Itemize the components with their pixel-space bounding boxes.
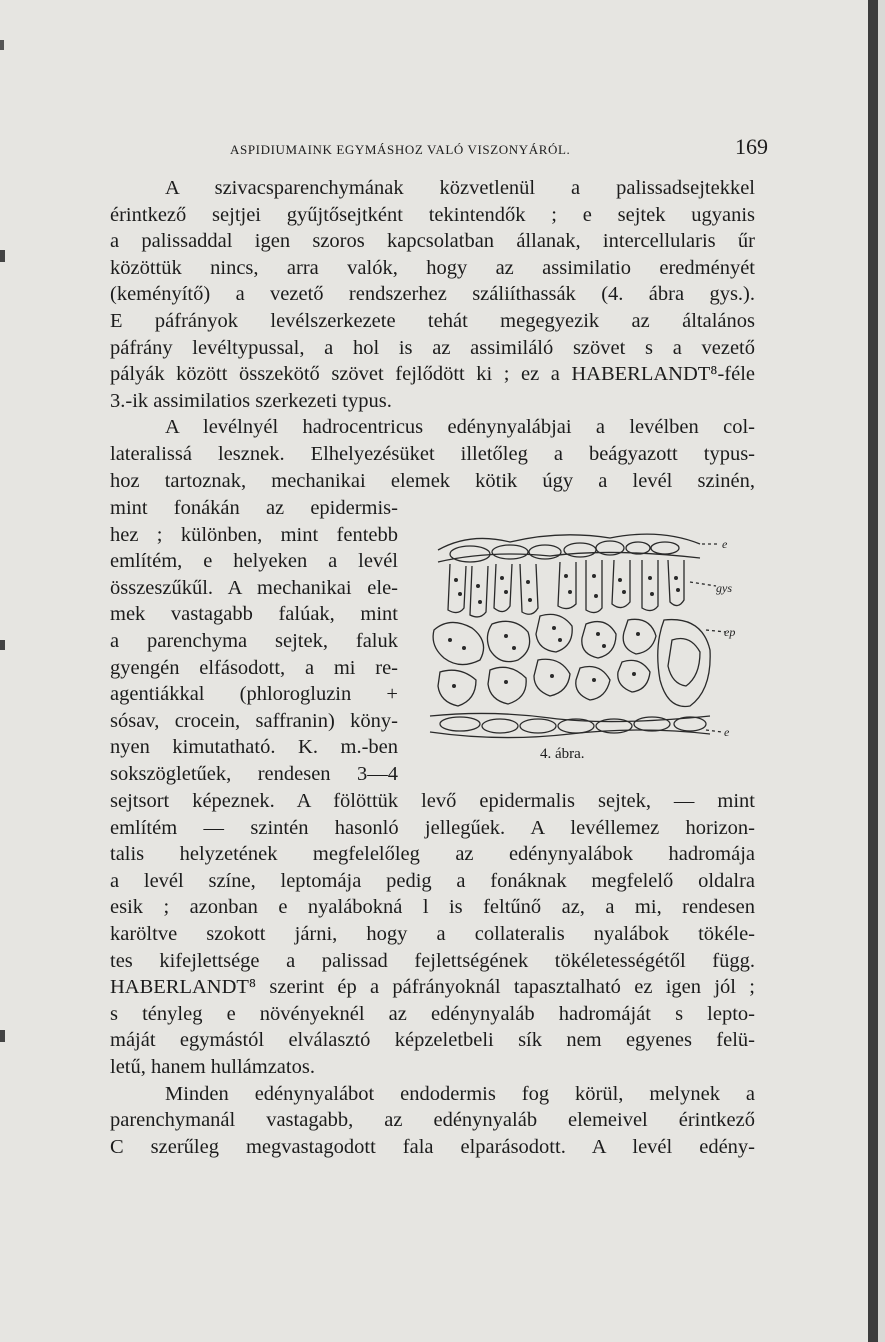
text-line: C szerűleg megvastagodott fala elparásodott. A levél edény- bbox=[110, 1135, 755, 1158]
text-line: talis helyzetének megfelelőleg az edénynyalábok hadromája bbox=[110, 843, 755, 866]
text-line: A szivacsparenchymának közvetlenül a palissadsejtekkel bbox=[165, 177, 755, 199]
text-line: mek vastagabb falúak, mint bbox=[110, 603, 398, 626]
running-title: ASPIDIUMAINK EGYMÁSHOZ VALÓ VISZONYÁRÓL. bbox=[230, 142, 571, 157]
text-line: érintkező sejtjei gyűjtősejtként tekintendők ; e sejtek ugyanis bbox=[110, 203, 755, 226]
body-text-top bbox=[110, 175, 755, 494]
text-line: sokszögletűek, rendesen 3—4 bbox=[110, 762, 398, 785]
body-text-narrow bbox=[110, 495, 398, 788]
figure-caption: 4. ábra. bbox=[540, 746, 585, 762]
text-line: említém, e helyeken a levél bbox=[110, 550, 398, 573]
text-line: hoz tartoznak, mechanikai elemek kötik úgy a levél szinén, bbox=[110, 469, 755, 492]
page-edge-marks bbox=[0, 0, 10, 1342]
figure-label-e-top: e bbox=[722, 537, 728, 551]
text-line: s tényleg e növényeknél az edénynyaláb hadromáját s lepto- bbox=[110, 1002, 755, 1025]
text-line: pályák között összekötő szövet fejlődött ki ; ez a HABERLANDT⁸-féle bbox=[110, 363, 755, 386]
text-line: a parenchyma sejtek, faluk bbox=[110, 629, 398, 652]
text-line: mint fonákán az epidermis- bbox=[110, 497, 398, 519]
text-line: HABERLANDT⁸ szerint ép a páfrányoknál tapasztalható ez igen jól ; bbox=[110, 976, 755, 999]
text-line: a palissaddal igen szoros kapcsolatban állanak, intercellularis űr bbox=[110, 230, 755, 253]
page-number: 169 bbox=[735, 134, 768, 159]
text-line: tes kifejlettsége a palissad fejlettségének tökéletességétől függ. bbox=[110, 949, 755, 972]
text-line: közöttük nincs, arra valók, hogy az assimilatio eredményét bbox=[110, 256, 755, 279]
leaf-cross-section-figure bbox=[410, 520, 740, 770]
text-line: sósav, crocein, saffranin) köny- bbox=[110, 709, 398, 732]
text-line: (keményítő) a vezető rendszerhez száliíthassák (4. ábra gys.). bbox=[110, 283, 755, 306]
text-line: sejtsort képeznek. A fölöttük levő epidermalis sejtek, — mint bbox=[110, 790, 755, 812]
text-line: karöltve szokott járni, hogy a collateralis nyalábok tökéle- bbox=[110, 922, 755, 945]
figure-label-e-bottom: e bbox=[724, 725, 730, 739]
running-head bbox=[110, 134, 768, 164]
text-line: gyengén elfásodott, a mi re- bbox=[110, 656, 398, 679]
text-line: A levélnyél hadrocentricus edénynyalábjai a levélben col- bbox=[165, 416, 755, 439]
text-line: esik ; azonban e nyalábokná l is feltűnő az, a mi, rendesen bbox=[110, 896, 755, 919]
text-line: lateralissá lesznek. Elhelyezésüket illetőleg a beágyazott typus- bbox=[110, 442, 755, 465]
text-line: hez ; különben, mint fentebb bbox=[110, 523, 398, 546]
text-line: agentiákkal (phlorogluzin + bbox=[110, 683, 398, 706]
figure-label-gys: gys bbox=[716, 581, 732, 595]
text-line: nyen kimutatható. K. m.-ben bbox=[110, 736, 398, 759]
text-line: 3.-ik assimilatios szerkezeti typus. bbox=[110, 389, 392, 412]
figure-label-ep: ep bbox=[724, 625, 736, 639]
text-line: parenchymanál vastagabb, az edénynyaláb elemeivel érintkező bbox=[110, 1109, 755, 1132]
text-line: összeszűkűl. A mechanikai ele- bbox=[110, 576, 398, 599]
text-line: letű, hanem hullámzatos. bbox=[110, 1055, 315, 1078]
text-line: E páfrányok levélszerkezete tehát megegyezik az általános bbox=[110, 309, 755, 332]
body-text-bottom bbox=[110, 788, 755, 1160]
text-line: máját egymástól elválasztó képzeletbeli sík nem egyenes felü- bbox=[110, 1029, 755, 1052]
text-line: említém — szintén hasonló jellegűek. A levéllemez horizon- bbox=[110, 816, 755, 839]
text-line: a levél színe, leptomája pedig a fonáknak megfelelő oldalra bbox=[110, 869, 755, 892]
text-line: páfrány levéltypussal, a hol is az assimiláló szövet s a vezető bbox=[110, 336, 755, 359]
text-line: Minden edénynyalábot endodermis fog körül, melynek a bbox=[165, 1082, 755, 1105]
